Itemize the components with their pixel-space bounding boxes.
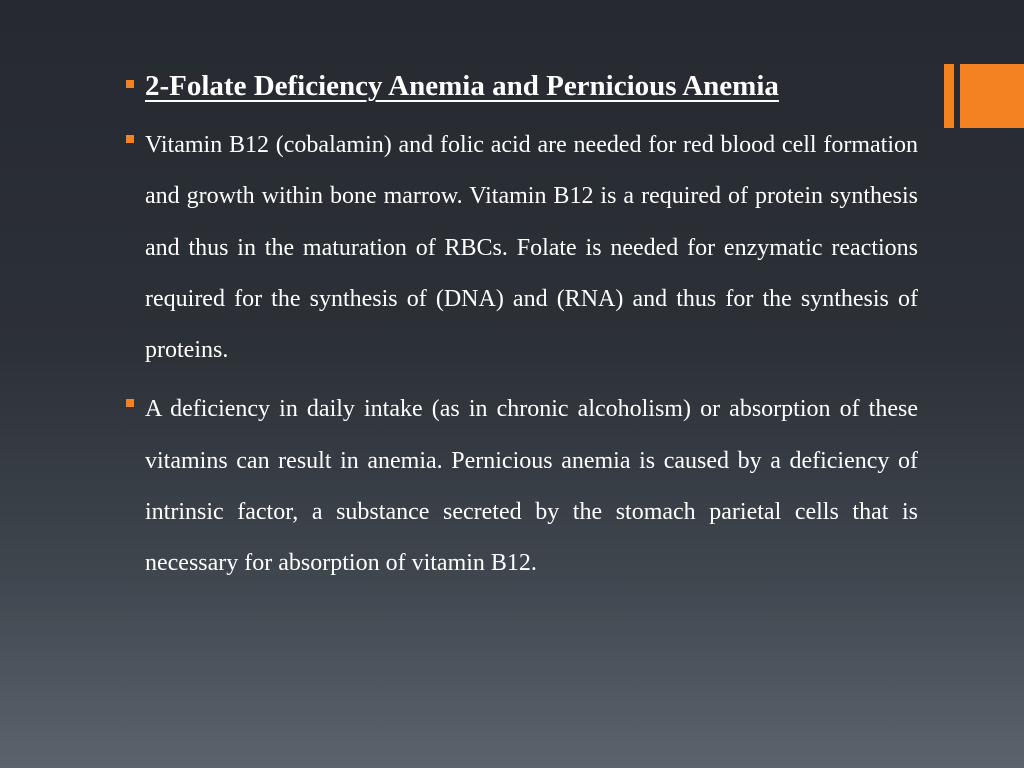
accent-decoration xyxy=(944,64,1024,128)
square-bullet-icon xyxy=(126,399,134,407)
square-bullet-icon xyxy=(126,135,134,143)
accent-bar-wide xyxy=(960,64,1024,128)
bullet-item xyxy=(126,384,918,589)
bullet-text: A deficiency in daily intake (as in chronic alcoholism) or absorption of these vitamins can result in anemia. Pernicious anemia is caused by a deficiency of intrinsic factor, a substance secreted by the stomach parietal cells that is necessary for absorption of vitamin B12. xyxy=(145,396,918,577)
bullet-text: Vitamin B12 (cobalamin) and folic acid are needed for red blood cell formation and growth within bone marrow. Vitamin B12 is a required of protein synthesis and thus in the maturation of RBCs. Folate is needed for enzymatic reactions required for the synthesis of (DNA) and (RNA) and thus for the synthesis of proteins. xyxy=(145,132,918,364)
title-row xyxy=(126,66,918,106)
bullet-item xyxy=(126,120,918,376)
slide-content xyxy=(126,66,918,598)
accent-bar-thin xyxy=(944,64,954,128)
slide-title: 2-Folate Deficiency Anemia and Pernicious Anemia xyxy=(145,70,779,102)
square-bullet-icon xyxy=(126,80,134,88)
